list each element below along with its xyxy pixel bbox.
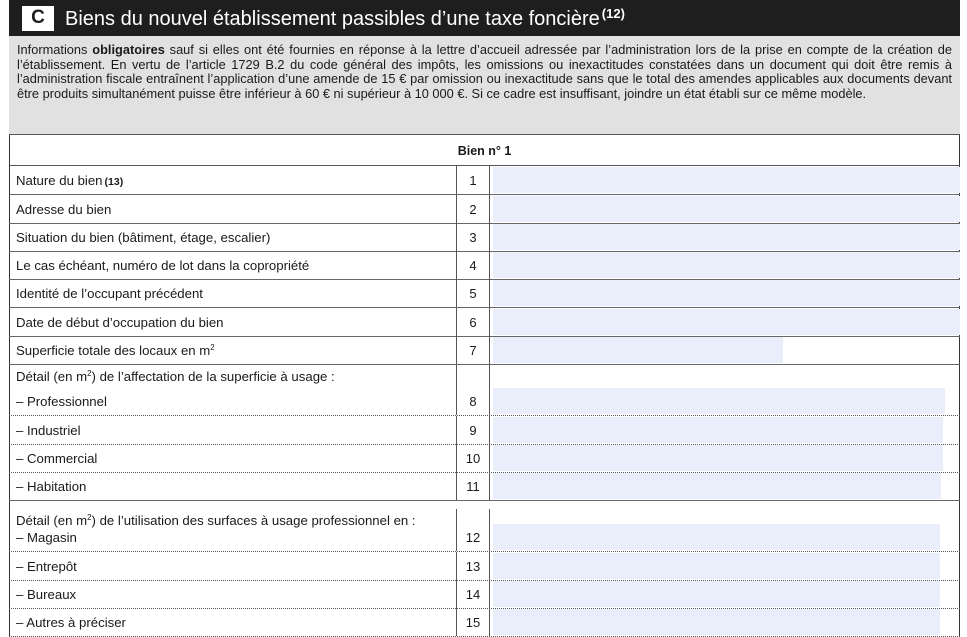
number-column xyxy=(456,365,490,387)
affectation-heading-row xyxy=(9,365,960,387)
info-box xyxy=(9,36,960,135)
row-label: Superficie totale des locaux en $m^2$ xyxy=(16,343,215,358)
row-bureaux xyxy=(9,580,960,609)
row-label: Date de début d’occupation du bien xyxy=(16,315,224,330)
row-number: 3 xyxy=(456,223,490,251)
bureaux-field[interactable] xyxy=(493,581,940,607)
row-nature-du-bien xyxy=(9,166,960,195)
autres-field[interactable] xyxy=(493,609,940,635)
row-situation-du-bien xyxy=(9,223,960,252)
row-numero-de-lot xyxy=(9,251,960,280)
row-number: 1 xyxy=(456,166,490,194)
row-label: Situation du bien (bâtiment, étage, escalier) xyxy=(16,230,271,245)
row-occupant-precedent xyxy=(9,279,960,308)
habitation-field[interactable] xyxy=(493,473,941,499)
row-label: – Autres à préciser xyxy=(16,615,126,630)
nature-du-bien-field[interactable] xyxy=(493,167,960,193)
row-label: – Professionnel xyxy=(16,394,107,409)
table-header: Bien n° 1 xyxy=(9,136,960,166)
row-date-debut-occupation xyxy=(9,308,960,337)
row-label: – Commercial xyxy=(16,451,98,466)
row-label: Identité de l’occupant précédent xyxy=(16,286,203,301)
row-professionnel xyxy=(9,387,960,416)
row-label: – Bureaux xyxy=(16,587,77,602)
row-label: Adresse du bien xyxy=(16,202,112,217)
row-number: 5 xyxy=(456,279,490,307)
row-number: 9 xyxy=(456,416,490,444)
row-habitation xyxy=(9,472,960,501)
row-number: 12 xyxy=(456,523,490,551)
row-number: 14 xyxy=(456,580,490,608)
row-number: 10 xyxy=(456,444,490,472)
superficie-totale-field[interactable] xyxy=(493,337,783,363)
adresse-du-bien-field[interactable] xyxy=(493,196,960,222)
info-bold: obligatoires xyxy=(92,42,165,57)
row-label: Nature du bien (13) xyxy=(16,173,124,188)
row-adresse-du-bien xyxy=(9,195,960,224)
row-entrepot xyxy=(9,552,960,581)
affectation-heading: Détail (en $m^2$) de l’affectation de la superficie à usage : xyxy=(16,369,335,384)
row-number: 4 xyxy=(456,251,490,279)
occupant-precedent-field[interactable] xyxy=(493,280,960,306)
row-number: 13 xyxy=(456,552,490,580)
section-title-ref: (12) xyxy=(601,5,625,21)
situation-du-bien-field[interactable] xyxy=(493,224,960,250)
row-number: 2 xyxy=(456,195,490,223)
row-number: 11 xyxy=(456,472,490,500)
row-number: 15 xyxy=(456,608,490,636)
section-header xyxy=(9,0,960,36)
magasin-field[interactable] xyxy=(493,524,940,550)
row-number: 8 xyxy=(456,387,490,415)
row-autres xyxy=(9,608,960,637)
commercial-field[interactable] xyxy=(493,445,943,471)
section-title xyxy=(65,6,625,31)
row-superficie-totale xyxy=(9,336,960,365)
entrepot-field[interactable] xyxy=(493,553,940,579)
row-industriel xyxy=(9,416,960,445)
row-label: – Habitation xyxy=(16,479,87,494)
numero-de-lot-field[interactable] xyxy=(493,252,960,278)
footnote-ref: (13) xyxy=(104,176,124,188)
row-number: 7 xyxy=(456,336,490,364)
row-commercial xyxy=(9,444,960,473)
row-magasin xyxy=(9,523,960,552)
date-debut-occupation-field[interactable] xyxy=(493,309,960,335)
utilisation-heading: Détail (en $m^2$) de l’utilisation des surfaces à usage professionnel en : xyxy=(16,513,416,528)
row-number: 6 xyxy=(456,308,490,336)
row-label: – Magasin xyxy=(16,530,77,545)
professionnel-field[interactable] xyxy=(493,388,945,414)
row-label: – Industriel xyxy=(16,423,81,438)
info-text: sauf si elles ont été fournies en réponse à la lettre d’accueil adressée par l’administration lors de la prise en compte de la création de l’établissement. En vertu de l’article 1729 B.2 du code général des impôts, les omissions ou inexactitudes constatées dans un document qui doit être remis à l’administration fiscale entraînent l’application d’une amende de 15 € par omission ou inexactitude sans que le total des amendes applicables aux documents devant être produits simultanément puisse être inférieur à 60 € ni supérieur à 10 000 €. Si ce cadre est insuffisant, joindre un état établi sur ce même modèle. xyxy=(17,42,952,101)
row-label: – Entrepôt xyxy=(16,559,77,574)
industriel-field[interactable] xyxy=(493,417,943,443)
section-title-text: Biens du nouvel établissement passibles d’une taxe foncière xyxy=(65,7,600,30)
info-prefix: Informations xyxy=(17,42,93,57)
row-label: Le cas échéant, numéro de lot dans la copropriété xyxy=(16,258,310,273)
section-letter: C xyxy=(22,6,54,31)
